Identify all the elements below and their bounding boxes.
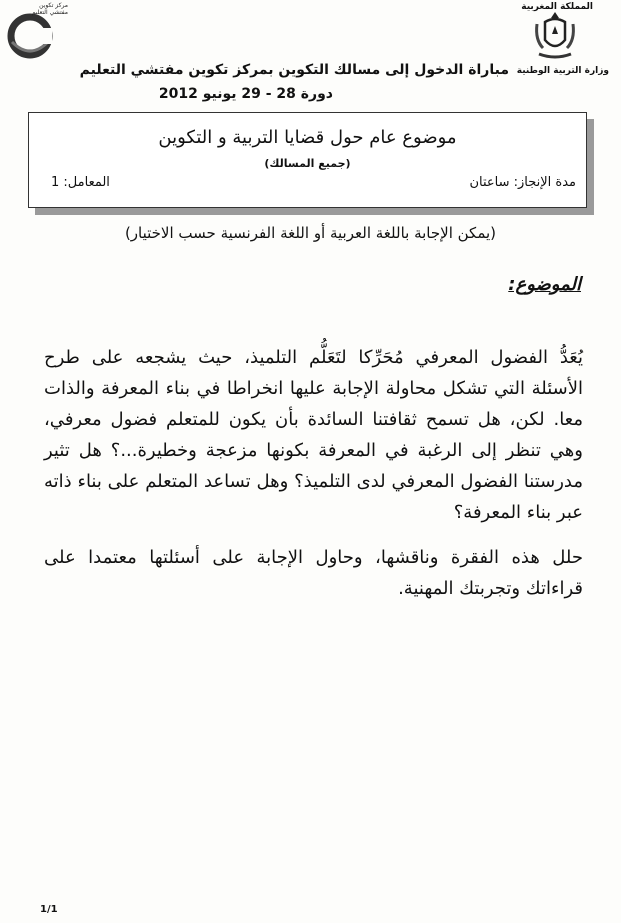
page-number: 1/1 <box>40 904 58 915</box>
language-note: (يمكن الإجابة باللغة العربية أو اللغة الفرنسية حسب الاختيار) <box>124 224 497 242</box>
exam-session: دورة 28 - 29 يونيو 2012 <box>158 86 333 102</box>
kingdom-label: المملكة المغربية <box>521 2 593 12</box>
subject-title: موضوع عام حول قضايا التربية و التكوين <box>158 127 457 148</box>
exam-coefficient: المعامل: 1 <box>51 175 110 190</box>
section-heading: الموضوع: <box>508 274 581 295</box>
instruction-paragraph: حلل هذه الفقرة وناقشها، وحاول الإجابة على أسئلتها معتمدا على قراءاتك وتجربتك المهنية. <box>44 547 583 599</box>
coat-of-arms-icon <box>533 10 577 60</box>
ministry-label: وزارة التربية الوطنية <box>516 66 609 76</box>
subject-info-box <box>28 112 587 208</box>
exam-duration: مدة الإنجاز: ساعتان <box>469 175 576 190</box>
subject-tracks: (جميع المسالك) <box>264 157 351 170</box>
logo-caption-line: مفتشي التعليم <box>31 9 68 16</box>
subject-paragraph: يُعَدُّ الفضول المعرفي مُحَرِّكا لتَعَلُّم التلميذ، حيث يشجعه على طرح الأسئلة التي تشكل محاولة الإجابة عليها انخراطا في بناء المعرفة والذات معا. لكن، هل تسمح ثقافتنا السائدة بأن يكون للمتعلم فضول معرفي، وهي تنظر إلى الرغبة في المعرفة بكونها مزعجة وخطيرة...؟ هل تثير مدرستنا الفضول المعرفي لدى التلميذ؟ وهل تساعد المتعلم على بناء ذاته عبر بناء المعرفة؟ <box>44 347 583 523</box>
exam-title: مباراة الدخول إلى مسالك التكوين بمركز تكوين مفتشي التعليم <box>79 62 509 78</box>
logo-caption <box>20 2 68 16</box>
logo-caption-line: مركز تكوين <box>39 2 68 9</box>
